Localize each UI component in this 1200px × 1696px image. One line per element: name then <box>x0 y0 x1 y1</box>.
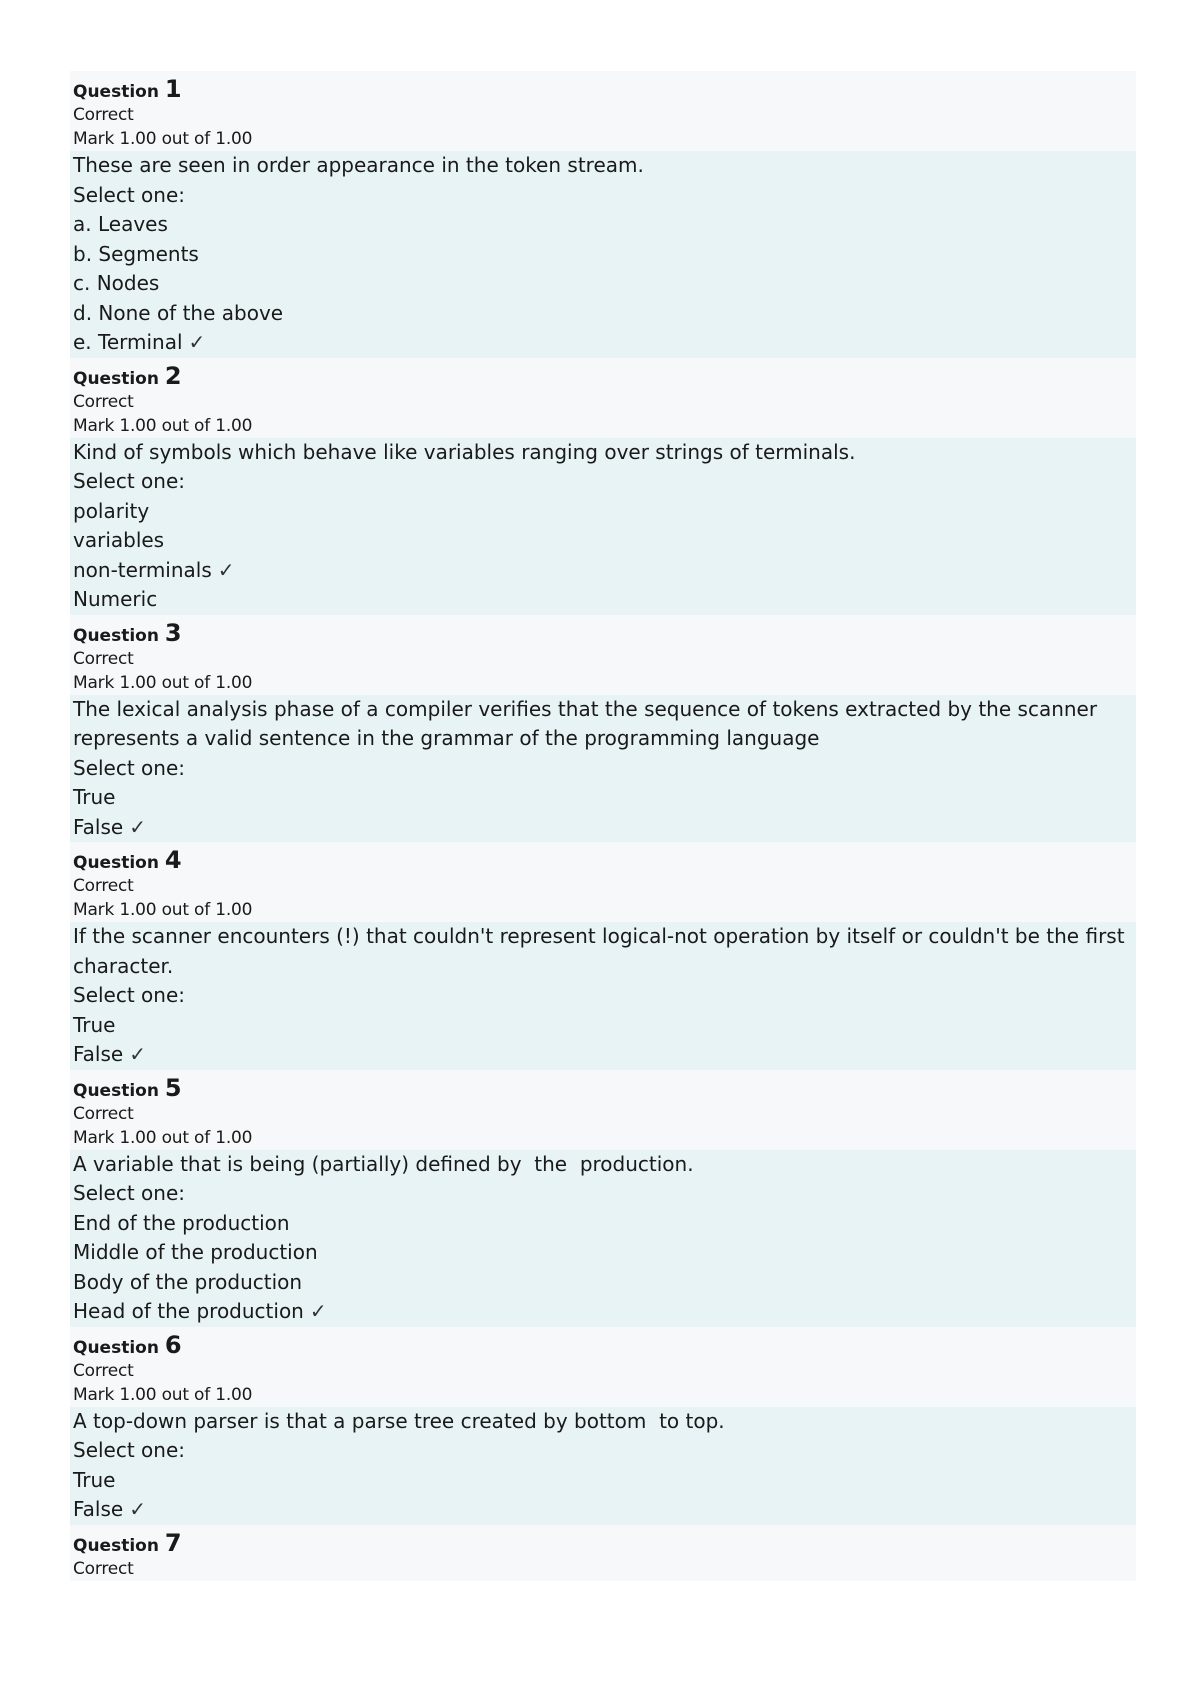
question-number: 6 <box>164 1330 182 1359</box>
question-number: 3 <box>164 618 182 647</box>
question-label: Question <box>73 1080 159 1101</box>
question-6 <box>70 1327 1136 1525</box>
question-label: Question <box>73 1337 159 1358</box>
select-one-prompt: Select one: <box>73 1181 186 1205</box>
question-mark: Mark 1.00 out of 1.00 <box>73 129 253 149</box>
select-one-prompt: Select one: <box>73 1438 186 1462</box>
question-text: These are seen in order appearance in the token stream. <box>73 153 644 177</box>
option-text: variables <box>73 528 165 552</box>
select-one-prompt: Select one: <box>73 182 186 207</box>
checkmark-icon: ✓ <box>129 814 146 839</box>
question-title <box>73 71 1133 103</box>
checkmark-icon: ✓ <box>129 1497 146 1521</box>
question-label: Question <box>73 1535 159 1556</box>
question-7 <box>70 1525 1136 1581</box>
question-text: A variable that is being (partially) defined by the production. <box>73 1151 694 1176</box>
select-one-prompt: Select one: <box>73 983 186 1007</box>
question-info <box>70 71 1136 151</box>
question-number: 1 <box>164 75 182 103</box>
question-label: Question <box>73 82 159 102</box>
question-title <box>73 1327 1133 1359</box>
question-info <box>70 1070 1136 1150</box>
answer-option <box>73 1238 1133 1268</box>
answer-option-correct <box>73 1040 1133 1070</box>
answer-option <box>73 1466 1133 1496</box>
answer-option <box>73 526 1133 556</box>
option-text: True <box>73 1467 116 1492</box>
question-state: Correct <box>73 648 134 669</box>
question-content <box>70 1150 1136 1327</box>
question-label: Question <box>73 368 159 389</box>
question-state: Correct <box>73 1558 134 1579</box>
question-content <box>70 151 1136 358</box>
question-info <box>70 615 1136 695</box>
option-text: Numeric <box>73 587 158 611</box>
checkmark-icon: ✓ <box>188 330 206 354</box>
question-title <box>73 1070 1133 1102</box>
option-text: True <box>73 1012 116 1037</box>
question-mark: Mark 1.00 out of 1.00 <box>73 672 253 693</box>
answer-option <box>73 269 1133 299</box>
checkmark-icon: ✓ <box>217 557 235 582</box>
question-info <box>70 358 1136 438</box>
question-state: Correct <box>73 105 134 125</box>
question-content <box>70 438 1136 615</box>
question-text: Kind of symbols which behave like variables ranging over strings of terminals. <box>73 439 856 464</box>
answer-option <box>73 1209 1133 1239</box>
option-text: e. Terminal <box>73 330 183 354</box>
question-info <box>70 1525 1136 1581</box>
question-mark: Mark 1.00 out of 1.00 <box>73 900 253 920</box>
question-title <box>73 842 1133 874</box>
question-3 <box>70 615 1136 843</box>
question-number: 7 <box>164 1528 182 1557</box>
question-state: Correct <box>73 1103 134 1124</box>
option-text: True <box>73 785 116 809</box>
option-text: d. None of the above <box>73 300 284 325</box>
answer-option <box>73 299 1133 329</box>
question-4 <box>70 842 1136 1070</box>
answer-option-correct <box>73 813 1133 843</box>
answer-option-correct <box>73 556 1133 586</box>
option-text: False <box>73 814 124 839</box>
answer-option-correct <box>73 1495 1133 1525</box>
question-text: The lexical analysis phase of a compiler verifies that the sequence of tokens extracted by the scanner represents a valid sentence in the grammar of the programming language <box>73 696 1098 750</box>
option-text: a. Leaves <box>73 212 168 236</box>
question-info <box>70 1327 1136 1407</box>
answer-option <box>73 585 1133 615</box>
quiz-review-page <box>70 71 1136 1581</box>
question-title <box>73 358 1133 390</box>
answer-option <box>73 1268 1133 1298</box>
question-title <box>73 615 1133 647</box>
question-label: Question <box>73 853 159 873</box>
question-number: 4 <box>164 846 182 874</box>
option-text: polarity <box>73 498 150 523</box>
question-state: Correct <box>73 1360 134 1381</box>
answer-option-correct <box>73 328 1133 358</box>
question-number: 2 <box>164 361 182 390</box>
option-text: Middle of the production <box>73 1240 318 1264</box>
question-state: Correct <box>73 391 134 412</box>
checkmark-icon: ✓ <box>129 1042 146 1066</box>
answer-option-correct <box>73 1297 1133 1327</box>
question-info <box>70 842 1136 922</box>
answer-option <box>73 240 1133 270</box>
option-text: b. Segments <box>73 241 199 266</box>
option-text: End of the production <box>73 1210 290 1235</box>
question-mark: Mark 1.00 out of 1.00 <box>73 1127 253 1148</box>
question-label: Question <box>73 625 159 646</box>
question-1 <box>70 71 1136 358</box>
option-text: Body of the production <box>73 1269 303 1294</box>
checkmark-icon: ✓ <box>309 1299 327 1323</box>
select-one-prompt: Select one: <box>73 469 186 493</box>
question-text: A top-down parser is that a parse tree created by bottom to top. <box>73 1408 725 1433</box>
question-mark: Mark 1.00 out of 1.00 <box>73 415 253 436</box>
answer-option <box>73 1011 1133 1041</box>
question-title <box>73 1525 1133 1557</box>
question-state: Correct <box>73 876 134 896</box>
question-content <box>70 1407 1136 1525</box>
select-one-prompt: Select one: <box>73 755 186 780</box>
option-text: False <box>73 1497 124 1521</box>
answer-option <box>73 497 1133 527</box>
question-number: 5 <box>164 1073 182 1102</box>
question-content <box>70 695 1136 843</box>
question-content <box>70 922 1136 1070</box>
answer-option <box>73 783 1133 813</box>
question-2 <box>70 358 1136 615</box>
question-mark: Mark 1.00 out of 1.00 <box>73 1384 253 1405</box>
question-text: If the scanner encounters (!) that couldn't represent logical-not operation by itself or couldn't be the first character. <box>73 924 1125 978</box>
question-5 <box>70 1070 1136 1327</box>
option-text: non-terminals <box>73 557 212 582</box>
option-text: False <box>73 1042 124 1066</box>
option-text: c. Nodes <box>73 271 160 295</box>
answer-option <box>73 210 1133 240</box>
option-text: Head of the production <box>73 1299 304 1323</box>
